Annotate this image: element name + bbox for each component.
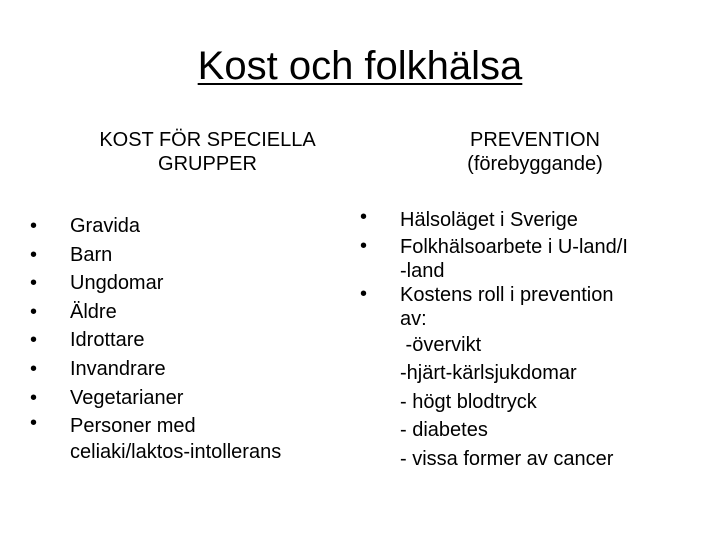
list-item [30,412,360,463]
list-item-line: • Folkhälsoarbete i U-land/I [400,235,628,258]
left-column-heading: KOST FÖR SPECIELLA GRUPPER [99,129,316,175]
sub-item: - vissa former av cancer [400,447,614,470]
right-column-heading: PREVENTION (förebyggande) [467,129,603,175]
list-item-line: • Hälsoläget i Sverige [400,209,578,231]
sub-item: - högt blodtryck [400,390,537,413]
list-item: • Äldre [30,298,360,327]
list-item-line: celiaki/laktos-intollerans [70,440,282,463]
left-bullet-list [30,212,360,463]
list-item: • Vegetarianer [30,384,360,413]
list-item [360,235,700,283]
list-item [360,283,700,474]
sub-item: - diabetes [400,419,488,442]
list-item: • Gravida [30,212,360,241]
list-item-line: • Kostens roll i prevention [400,283,614,306]
list-item: • Invandrare [30,355,360,384]
right-bullet-list [360,206,700,474]
list-item [360,206,700,235]
sub-item: -hjärt-kärlsjukdomar [400,362,577,385]
list-item-line: av: [400,307,427,330]
slide-title-text: Kost och folkhälsa [197,44,523,88]
list-item-line: -land [400,259,445,282]
slide-title [0,42,720,90]
list-item: • Idrottare [30,326,360,355]
list-item-line: • Personer med [70,415,196,438]
list-item: • Ungdomar [30,269,360,298]
sub-item: -övervikt [400,333,482,356]
list-item: • Barn [30,241,360,270]
